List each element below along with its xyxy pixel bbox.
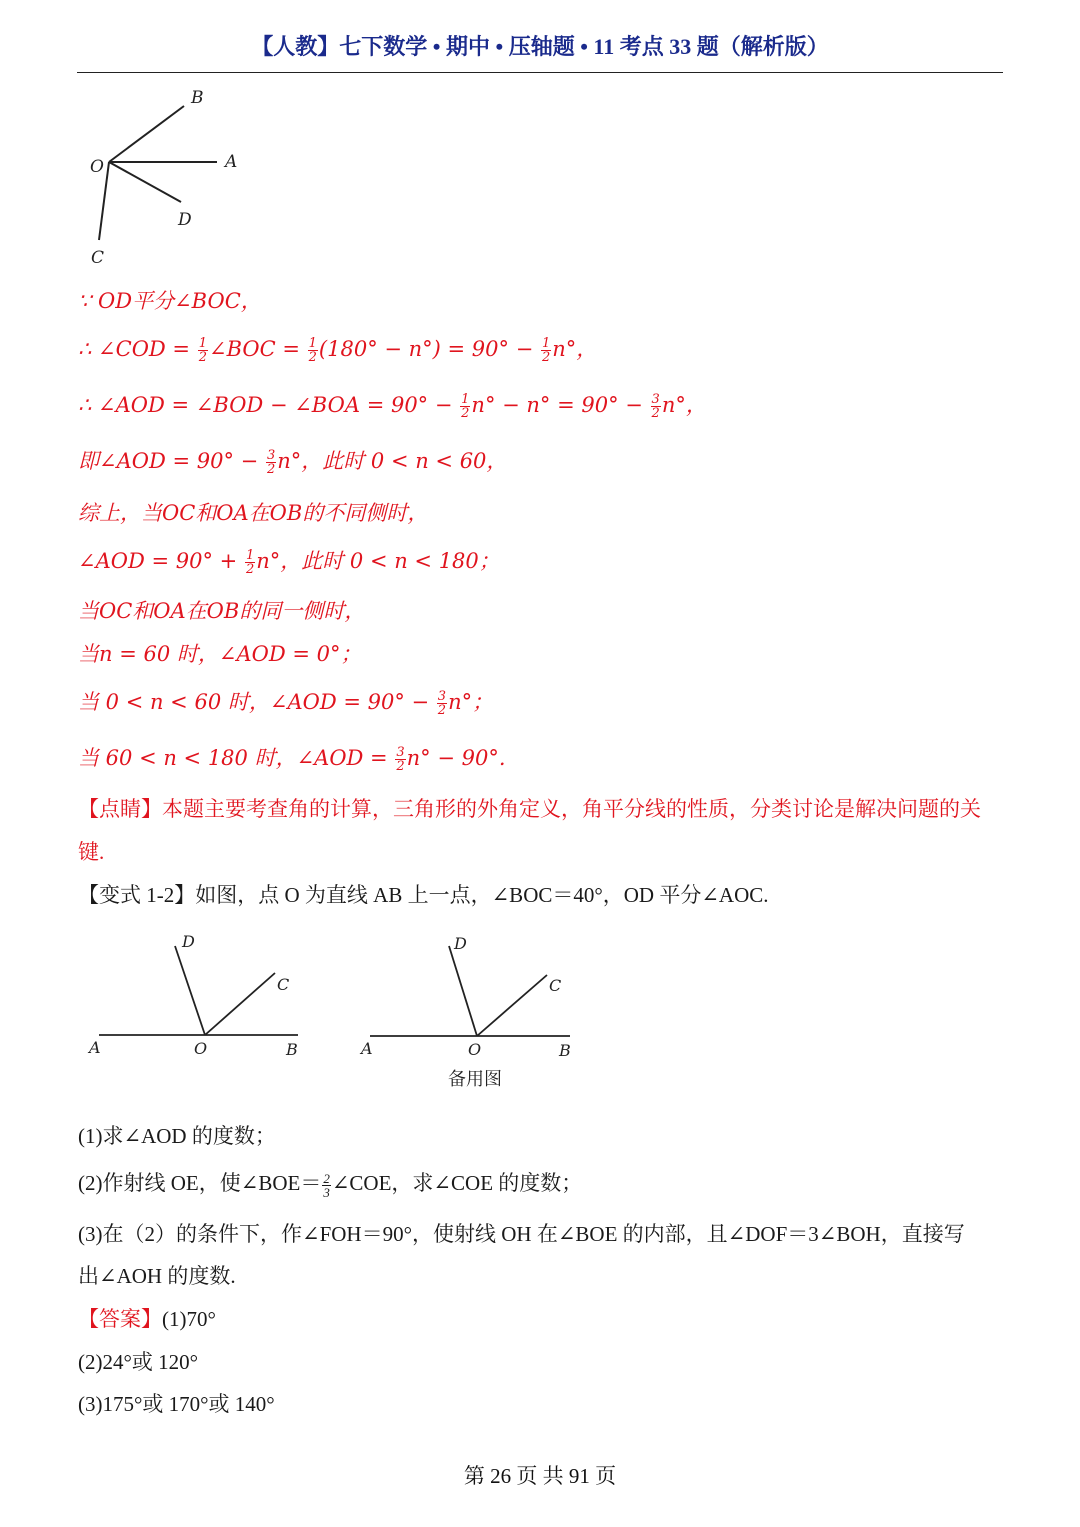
answer-3: (3)175°或 170°或 140°: [78, 1392, 275, 1416]
fig2b-label-c: C: [549, 976, 562, 995]
fig2a-label-c: C: [277, 975, 290, 994]
fig2b-label-b: B: [559, 1041, 571, 1060]
solution-line-7: 当OC和OA在OB的同一侧时，: [78, 599, 366, 623]
question-3-line-1: (3)在（2）的条件下，作∠FOH＝90°，使射线 OH 在∠BOE 的内部，且∠DOF＝3∠BOH，直接写: [78, 1222, 965, 1246]
fig2a-label-d: D: [182, 932, 195, 951]
dianjing-line-1: 【点睛】本题主要考查角的计算，三角形的外角定义，角平分线的性质，分类讨论是解决问题的关: [78, 797, 981, 821]
question-3-line-2: 出∠AOH 的度数.: [78, 1264, 236, 1288]
solution-line-10: 当 60 < n < 180 时，∠AOD = $\frac{3}{2}$ n° − 90°.: [78, 745, 506, 774]
header-divider: [77, 72, 1003, 73]
label-d: D: [178, 210, 192, 230]
fig2b-label-d: D: [454, 934, 467, 953]
label-c: C: [91, 248, 105, 268]
page-number: 第 26 页 共 91 页: [463, 1464, 617, 1488]
label-b: B: [191, 88, 204, 108]
dianjing-line-2: 键.: [78, 840, 105, 864]
solution-line-4: 即∠AOD = 90° − $\frac{3}{2}$ n°，此时 0 < n < 60，: [78, 448, 508, 477]
page-header-title: 【人教】七下数学 • 期中 • 压轴题 • 11 考点 33 题（解析版）: [251, 34, 829, 59]
figure-angle-rays: [80, 85, 250, 270]
solution-line-5: 综上，当OC和OA在OB的不同侧时，: [78, 501, 429, 525]
ray-ob: [109, 106, 184, 162]
answer-1: 【答案】(1)70°: [78, 1307, 216, 1331]
figure-caption: 备用图: [448, 1069, 502, 1090]
solution-line-1: ∵ OD平分∠BOC，: [78, 289, 262, 313]
fig2a-label-a: A: [89, 1038, 101, 1057]
fig2a-label-o: O: [194, 1039, 208, 1058]
label-a: A: [225, 152, 238, 172]
ray-oc-1: [205, 973, 275, 1035]
fig2a-label-b: B: [286, 1040, 298, 1059]
solution-line-2: ∴ ∠COD = $\frac{1}{2}$ ∠BOC = $\frac{1}{2}$ (180° − n°) = 90° − $\frac{1}{2}$ n°，: [78, 336, 598, 365]
ray-od: [109, 162, 181, 202]
fig2b-label-a: A: [361, 1039, 373, 1058]
answer-tag: 【答案】: [78, 1307, 162, 1331]
fig2b-label-o: O: [468, 1040, 482, 1059]
question-1: (1)求∠AOD 的度数；: [78, 1124, 276, 1148]
label-o: O: [90, 157, 104, 177]
variant-question: 【变式 1-2】如图，点 O 为直线 AB 上一点，∠BOC＝40°，OD 平分∠AOC.: [78, 883, 769, 907]
solution-line-8: 当n = 60 时，∠AOD = 0°；: [78, 642, 362, 666]
ray-oc-2: [477, 975, 547, 1036]
solution-line-9: 当 0 < n < 60 时，∠AOD = 90° − $\frac{3}{2}$ n°；: [78, 689, 494, 718]
ray-od-1: [175, 946, 205, 1035]
ray-od-2: [449, 946, 477, 1036]
solution-line-3: ∴ ∠AOD = ∠BOD − ∠BOA = 90° − $\frac{1}{2}$ n° − n° = 90° − $\frac{3}{2}$ n°，: [78, 392, 707, 421]
answer-2: (2)24°或 120°: [78, 1350, 199, 1374]
solution-line-6: ∠AOD = 90° + $\frac{1}{2}$ n°，此时 0 < n < 180；: [78, 548, 500, 577]
question-2: (2)作射线 OE，使∠BOE＝ $\frac{2}{3}$ ∠COE，求∠COE 的度数；: [78, 1170, 583, 1200]
figure-line-ab: [80, 925, 600, 1095]
